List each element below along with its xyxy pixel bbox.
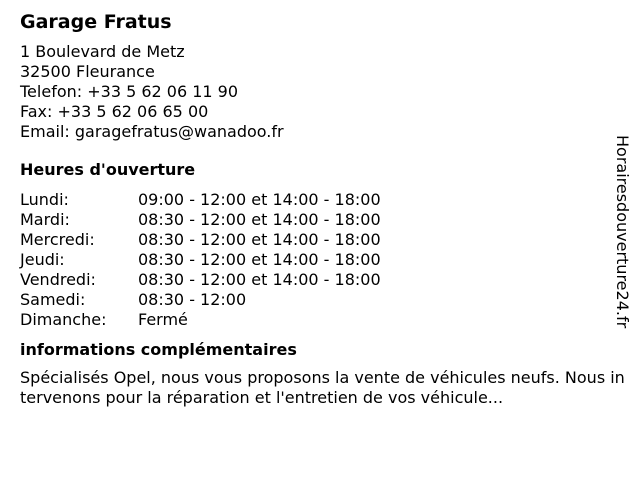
day-label: Vendredi:	[20, 270, 96, 289]
hours-row-wednesday	[20, 230, 610, 250]
hours-row-sunday	[20, 310, 610, 330]
address-line-2: 32500 Fleurance	[20, 62, 155, 81]
address-line-1: 1 Boulevard de Metz	[20, 42, 185, 61]
fax-number: Fax: +33 5 62 06 65 00	[20, 102, 209, 121]
watermark-text: Horairesdouverture24.fr	[613, 135, 632, 329]
day-label: Lundi:	[20, 190, 69, 209]
info-description: Spécialisés Opel, nous vous proposons la vente de véhicules neufs. Nous intervenons pour la réparation et l'entretien de vos véhicule...	[20, 368, 625, 407]
day-label: Jeudi:	[20, 250, 65, 269]
hours-title: Heures d'ouverture	[20, 160, 196, 179]
phone-number: Telefon: +33 5 62 06 11 90	[20, 82, 239, 101]
business-name: Garage Fratus	[20, 11, 172, 33]
time-range: 08:30 - 12:00 et 14:00 - 18:00	[138, 250, 381, 269]
hours-row-saturday	[20, 290, 610, 310]
hours-table	[20, 190, 610, 330]
day-label: Mercredi:	[20, 230, 95, 249]
day-label: Samedi:	[20, 290, 86, 309]
hours-row-monday	[20, 190, 610, 210]
time-range: 08:30 - 12:00 et 14:00 - 18:00	[138, 230, 381, 249]
hours-row-thursday	[20, 250, 610, 270]
time-range: 08:30 - 12:00 et 14:00 - 18:00	[138, 270, 381, 289]
day-label: Mardi:	[20, 210, 70, 229]
day-label: Dimanche:	[20, 310, 107, 329]
hours-row-friday	[20, 270, 610, 290]
info-title: informations complémentaires	[20, 340, 297, 359]
email-address: Email: garagefratus@wanadoo.fr	[20, 122, 284, 141]
time-range: 08:30 - 12:00	[138, 290, 247, 309]
time-range: 08:30 - 12:00 et 14:00 - 18:00	[138, 210, 381, 229]
time-range: Fermé	[138, 310, 188, 329]
time-range: 09:00 - 12:00 et 14:00 - 18:00	[138, 190, 381, 209]
hours-row-tuesday	[20, 210, 610, 230]
